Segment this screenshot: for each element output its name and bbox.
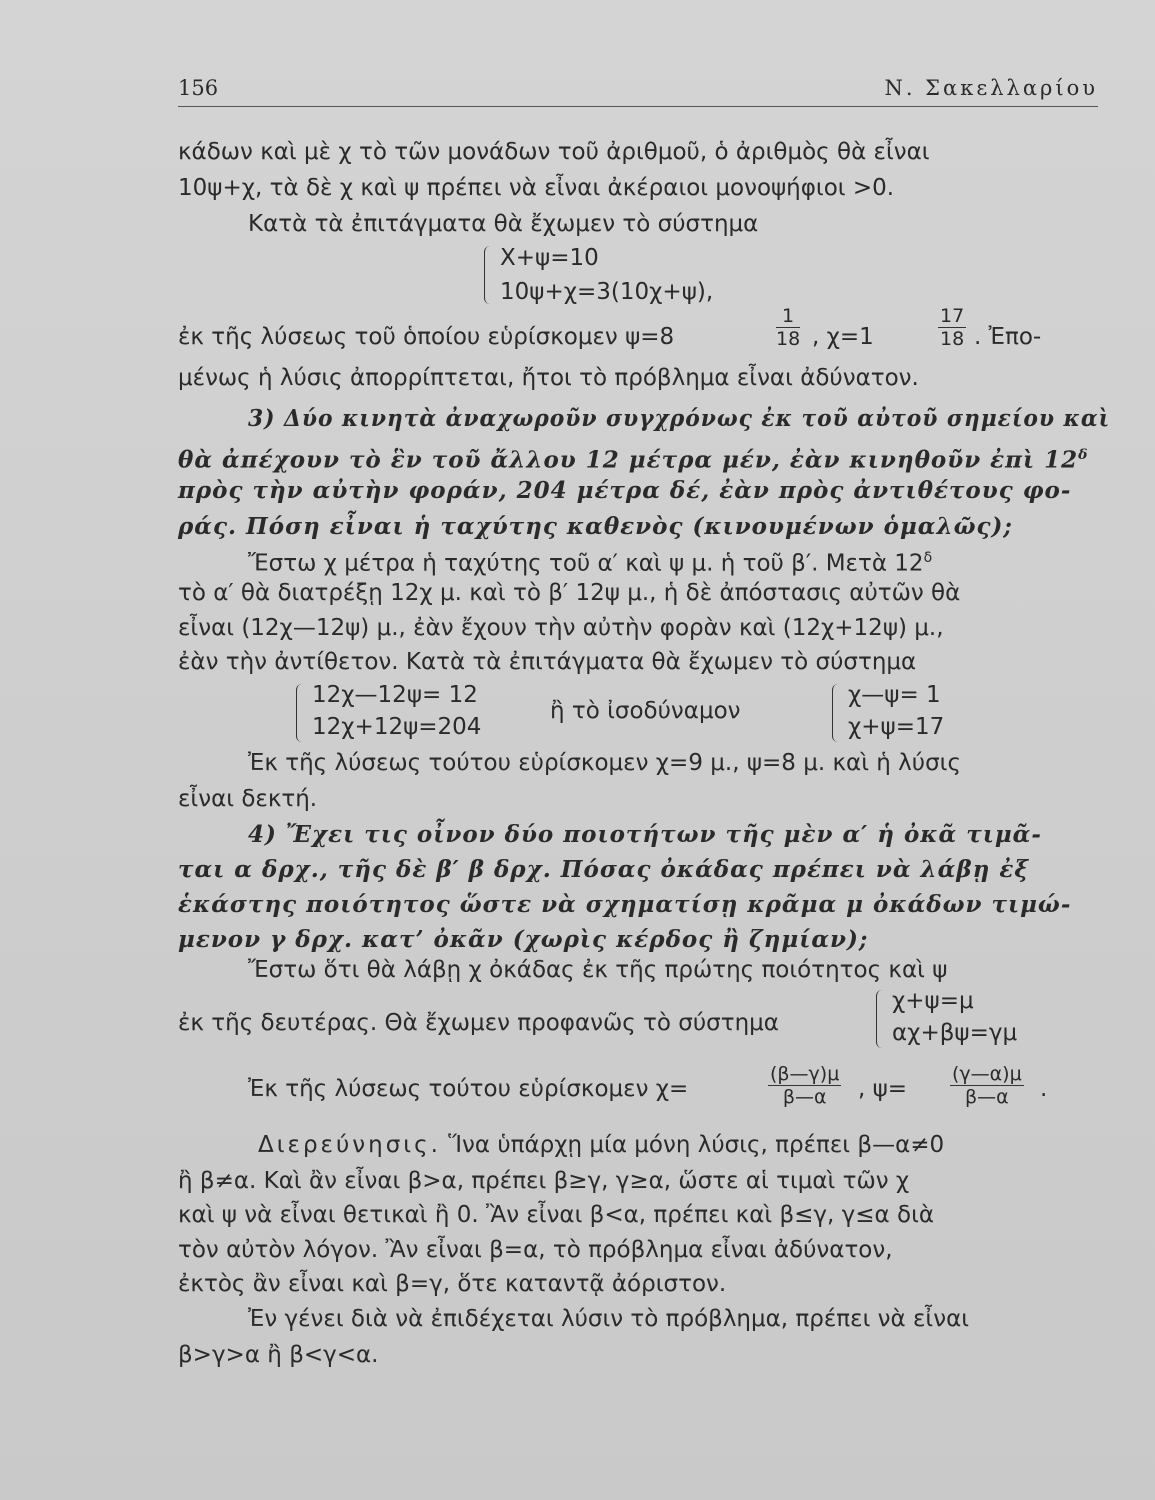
equation-line: χ+ψ=17 [848,714,945,740]
problem-statement-line: ράς. Πόση εἶναι ἡ ταχύτης καθενὸς (κινουμένων ὁμαλῶς); [178,513,1013,540]
equation-line: χ—ψ= 1 [848,682,941,708]
text-line: τὸ α′ θὰ διατρέξῃ 12χ μ. καὶ τὸ β′ 12ψ μ., ἡ δὲ ἀπόστασις αὐτῶν θὰ [178,580,961,606]
superscript: δ [1078,447,1089,463]
text-line: ἐκ τῆς δευτέρας. Θὰ ἔχωμεν προφανῶς τὸ σύστημα [178,1010,779,1036]
line-text: Ἵνα ὑπάρχῃ μία μόνη λύσις, πρέπει β—α≠0 [448,1132,945,1158]
page-number: 156 [178,76,219,100]
problem-statement-line: 3) Δύο κινητὰ ἀναχωροῦν συγχρόνως ἐκ τοῦ αὐτοῦ σημείου καὶ [248,405,1111,432]
text-line: Ἐκ τῆς λύσεως τούτου εὑρίσκομεν χ=9 μ., ψ=8 μ. καὶ ἡ λύσις [248,750,961,776]
fraction [938,305,966,350]
text-line: Ἐκ τῆς λύσεως τούτου εὑρίσκομεν χ= [248,1076,689,1102]
text-line: εἶναι δεκτή. [178,786,318,812]
equation-line: χ+ψ=μ [892,988,974,1014]
fraction [950,1063,1024,1108]
equation-line: 12χ+12ψ=204 [312,714,482,740]
fraction [768,1063,841,1108]
text-line: , χ=1 [812,324,874,350]
text-line: μένως ἡ λύσις ἀπορρίπτεται, ἤτοι τὸ πρόβλημα εἶναι ἀδύνατον. [178,365,919,391]
text-line: Ἐν γένει διὰ νὰ ἐπιδέχεται λύσιν τὸ πρόβλημα, πρέπει νὰ εἶναι [248,1306,970,1332]
text-line: ἢ β≠α. Καὶ ἂν εἶναι β>α, πρέπει β≥γ, γ≥α, ὥστε αἱ τιμαὶ τῶν χ [178,1168,910,1194]
text-line: ἐκ τῆς λύσεως τοῦ ὁποίου εὑρίσκομεν ψ=8 [178,324,675,350]
text-line: ἐκτὸς ἂν εἶναι καὶ β=γ, ὅτε καταντᾷ ἀόριστον. [178,1271,727,1297]
fraction [776,305,800,350]
problem-statement-line: ἑκάστης ποιότητος ὥστε νὰ σχηματίσῃ κρᾶμα μ ὀκάδων τιμώ- [178,891,1072,918]
system-brace [296,684,305,742]
equation-line: αχ+βψ=γμ [892,1020,1018,1046]
equation-line: 12χ—12ψ= 12 [312,682,478,708]
text-line: . Ἐπο- [974,324,1042,350]
fraction-denominator: 18 [776,328,801,350]
text-line: . [1040,1076,1048,1102]
problem-statement-line: 4) Ἔχει τις οἶνον δύο ποιοτήτων τῆς μὲν α′ ἡ ὀκᾶ τιμᾶ- [248,821,1042,848]
section-title: Διερεύνησις. [258,1132,441,1158]
fraction-denominator: 18 [940,328,965,350]
text-line: καὶ ψ νὰ εἶναι θετικαὶ ἢ 0. Ἂν εἶναι β<α, πρέπει καὶ β≤γ, γ≤α διὰ [178,1202,935,1228]
equation-line: X+ψ=10 [500,245,599,271]
text-line: , ψ= [858,1076,908,1102]
running-header [178,76,1098,107]
system-brace [484,246,493,304]
text-line: β>γ>α ἢ β<γ<α. [178,1342,379,1368]
problem-statement-line: μενον γ δρχ. κατ’ ὀκᾶν (χωρὶς κέρδος ἢ ζημίαν); [178,926,869,953]
problem-statement-line: ται α δρχ., τῆς δὲ β′ β δρχ. Πόσας ὀκάδας πρέπει νὰ λάβῃ ἐξ [178,856,1029,883]
text-line [248,543,932,579]
fraction-denominator: β—α [965,1086,1009,1108]
text-line: 10ψ+χ, τὰ δὲ χ καὶ ψ πρέπει νὰ εἶναι ἀκέραιοι μονοψήφιοι >0. [178,175,895,201]
fraction-numerator: 1 [776,305,800,328]
text-line: Κατὰ τὰ ἐπιτάγματα θὰ ἔχωμεν τὸ σύστημα [248,211,759,237]
problem-statement-line [178,440,1088,476]
line-text: Ἔστω χ μέτρα ἡ ταχύτης τοῦ α′ καὶ ψ μ. ἡ τοῦ β′. Μετὰ 12 [248,550,924,577]
problem-statement-line: πρὸς τὴν αὐτὴν φοράν, 204 μέτρα δέ, ἐὰν πρὸς ἀντιθέτους φο- [178,477,1072,504]
fraction-denominator: β—α [782,1086,827,1108]
fraction-numerator: (β—γ)μ [770,1063,840,1085]
running-author: Ν. Σακελλαρίου [884,76,1098,100]
system-brace [876,990,885,1048]
problem-statement-text: θὰ ἀπέχουν τὸ ἓν τοῦ ἄλλου 12 μέτρα μέν, ἐὰν κινηθοῦν ἐπὶ 12 [178,446,1079,474]
text-line [258,1130,944,1160]
text-line: εἶναι (12χ—12ψ) μ., ἐὰν ἔχουν τὴν αὐτὴν φορὰν καὶ (12χ+12ψ) μ., [178,615,944,641]
text-line: ἢ τὸ ἰσοδύναμον [550,698,741,724]
text-line: ἐὰν τὴν ἀντίθετον. Κατὰ τὰ ἐπιτάγματα θὰ ἔχωμεν τὸ σύστημα [178,649,917,675]
text-line: τὸν αὐτὸν λόγον. Ἂν εἶναι β=α, τὸ πρόβλημα εἶναι ἀδύνατον, [178,1237,893,1263]
fraction-numerator: (γ—α)μ [952,1063,1022,1085]
text-line: Ἔστω ὅτι θὰ λάβῃ χ ὀκάδας ἐκ τῆς πρώτης ποιότητος καὶ ψ [248,957,948,983]
equation-line: 10ψ+χ=3(10χ+ψ), [500,279,714,305]
superscript: δ [923,550,933,566]
text-line: κάδων καὶ μὲ χ τὸ τῶν μονάδων τοῦ ἀριθμοῦ, ὁ ἀριθμὸς θὰ εἶναι [178,139,930,165]
fraction-numerator: 17 [940,305,965,327]
system-brace [832,684,841,742]
